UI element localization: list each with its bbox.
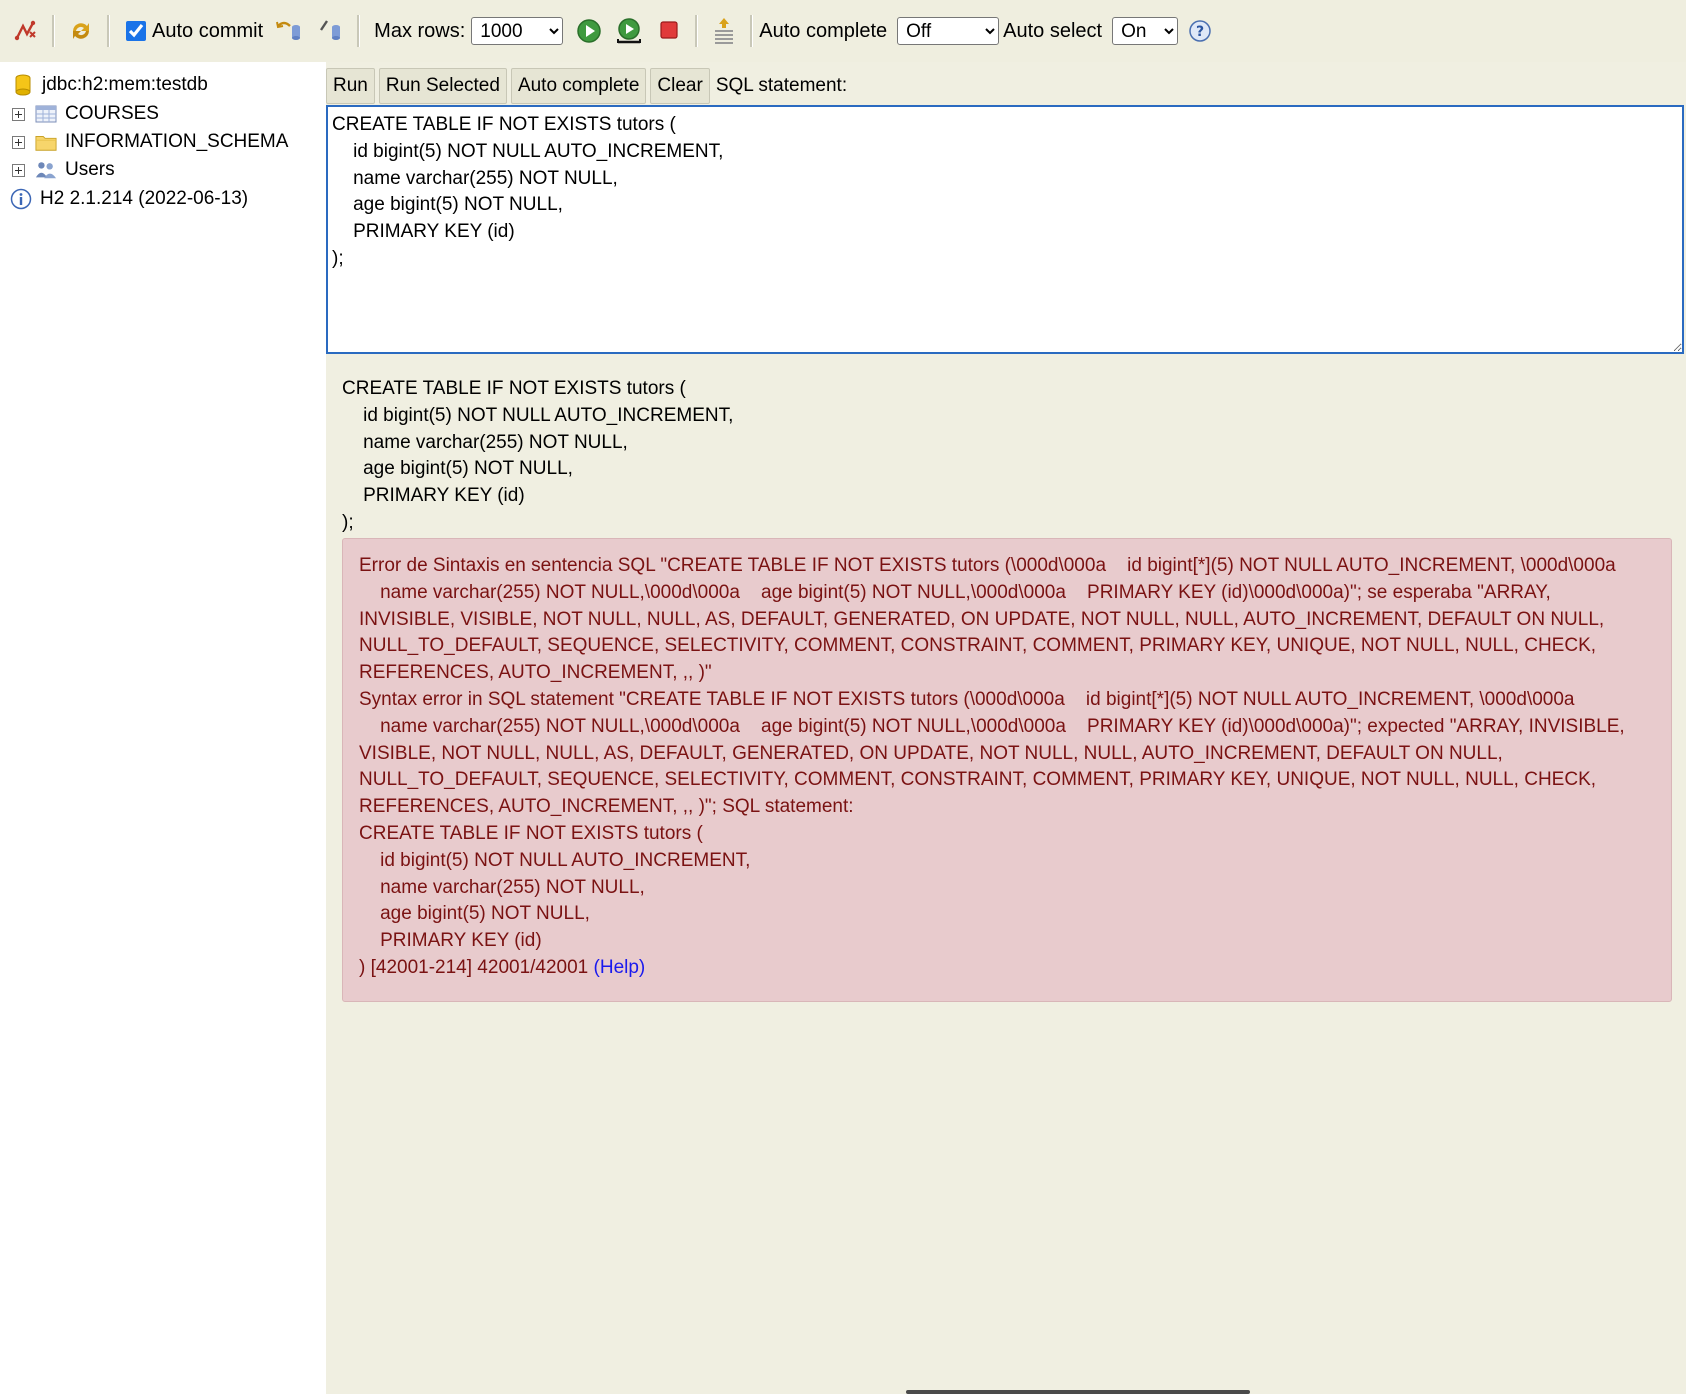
auto-complete-toolbar-label: Auto complete (759, 19, 888, 42)
tree-item-label: INFORMATION_SCHEMA (65, 131, 289, 152)
run-selected-icon[interactable] (615, 17, 643, 45)
error-line: name varchar(255) NOT NULL,\000d\000a age bigint(5) NOT NULL,\000d\000a PRIMARY KEY (id)\000d\000a)"; se esperaba "ARRAY, (359, 581, 1551, 603)
error-line: NULL_TO_DEFAULT, SEQUENCE, SELECTIVITY, COMMENT, CONSTRAINT, COMMENT, PRIMARY KEY, UNIQUE, NOT NULL, NULL, CHECK, (359, 635, 1597, 657)
result-line: CREATE TABLE IF NOT EXISTS tutors ( (342, 378, 686, 399)
connection-url: jdbc:h2:mem:testdb (42, 74, 208, 95)
run-selected-button[interactable]: Run Selected (379, 68, 507, 104)
toolbar-separator (357, 15, 360, 47)
clear-button[interactable]: Clear (650, 68, 709, 104)
sql-editor[interactable] (326, 105, 1684, 354)
sql-statement-label: SQL statement: (715, 75, 848, 96)
auto-select-label: Auto select (1003, 19, 1103, 42)
expand-icon[interactable] (12, 164, 25, 177)
database-icon (12, 74, 34, 96)
tree-item-courses[interactable] (12, 100, 159, 128)
query-toolbar (326, 68, 847, 104)
tree-connection[interactable] (12, 71, 208, 99)
error-message (342, 538, 1672, 1002)
scrollbar-thumb[interactable] (906, 1390, 1250, 1394)
error-line: Error de Sintaxis en sentencia SQL "CREATE TABLE IF NOT EXISTS tutors (\000d\000a id bigint[*](5) NOT NULL AUTO_INCREMENT, \000d\000a (359, 555, 1616, 576)
toolbar-separator (750, 15, 753, 47)
version-label: H2 2.1.214 (2022-06-13) (40, 188, 249, 209)
result-line: ); (342, 511, 354, 533)
auto-select-select[interactable] (1112, 17, 1178, 45)
error-line: age bigint(5) NOT NULL, (359, 903, 590, 925)
auto-complete-button[interactable]: Auto complete (511, 68, 646, 104)
error-code: ) [42001-214] 42001/42001 (359, 956, 594, 978)
result-line: name varchar(255) NOT NULL, (342, 431, 628, 453)
refresh-icon[interactable] (67, 17, 95, 45)
help-link[interactable]: (Help) (593, 956, 646, 978)
tree-item-label: Users (65, 159, 115, 180)
error-line: id bigint(5) NOT NULL AUTO_INCREMENT, (359, 849, 751, 871)
tree-item-label: COURSES (65, 103, 159, 124)
result-line: id bigint(5) NOT NULL AUTO_INCREMENT, (342, 404, 734, 426)
folder-icon (35, 131, 57, 153)
result-statement (342, 376, 733, 537)
auto-complete-select[interactable] (897, 17, 999, 45)
error-line: REFERENCES, AUTO_INCREMENT, ,, )" (359, 662, 712, 684)
schema-tree (0, 62, 326, 1394)
disconnect-icon[interactable] (12, 17, 40, 45)
toolbar-separator (107, 15, 110, 47)
auto-commit-label: Auto commit (152, 19, 264, 42)
commit-icon[interactable] (317, 17, 345, 45)
tree-item-information-schema[interactable] (12, 128, 288, 156)
tree-item-users[interactable] (12, 156, 115, 184)
result-line: age bigint(5) NOT NULL, (342, 458, 573, 480)
error-text (359, 553, 1655, 955)
error-line: name varchar(255) NOT NULL, (359, 876, 645, 898)
users-icon (35, 159, 57, 181)
run-icon[interactable] (575, 17, 603, 45)
error-line: REFERENCES, AUTO_INCREMENT, ,, )"; SQL statement: (359, 796, 854, 818)
error-line: NULL_TO_DEFAULT, SEQUENCE, SELECTIVITY, COMMENT, CONSTRAINT, COMMENT, PRIMARY KEY, UNIQUE, NOT NULL, NULL, CHECK, (359, 769, 1597, 791)
info-icon (10, 188, 32, 210)
main-panel (326, 62, 1686, 1394)
error-line: INVISIBLE, VISIBLE, NOT NULL, NULL, AS, DEFAULT, GENERATED, ON UPDATE, NOT NULL, NULL, AUTO_INCREMENT, DEFAULT ON NULL, (359, 608, 1605, 630)
error-line: Syntax error in SQL statement "CREATE TABLE IF NOT EXISTS tutors (\000d\000a id bigint[*](5) NOT NULL AUTO_INCREMENT, \000d\000a (359, 688, 1575, 710)
help-icon[interactable] (1186, 17, 1214, 45)
expand-icon[interactable] (12, 108, 25, 121)
auto-commit-checkbox[interactable] (126, 21, 146, 41)
max-rows-select[interactable] (471, 17, 563, 45)
error-line: VISIBLE, NOT NULL, NULL, AS, DEFAULT, GENERATED, ON UPDATE, NOT NULL, NULL, AUTO_INCREMENT, DEFAULT ON NULL, (359, 742, 1503, 764)
horizontal-scrollbar[interactable] (326, 1390, 1686, 1394)
svg-text:?: ? (1196, 24, 1205, 40)
rollback-icon[interactable] (275, 17, 303, 45)
error-last-line (359, 955, 1655, 982)
table-icon (35, 103, 57, 125)
max-rows-label: Max rows: (374, 19, 466, 42)
result-line: PRIMARY KEY (id) (342, 485, 525, 507)
tree-version (10, 185, 248, 213)
toolbar (0, 0, 1686, 62)
toolbar-separator (52, 15, 55, 47)
expand-icon[interactable] (12, 136, 25, 149)
error-line: PRIMARY KEY (id) (359, 930, 542, 952)
stop-icon[interactable] (655, 17, 683, 45)
toolbar-separator (695, 15, 698, 47)
error-line: CREATE TABLE IF NOT EXISTS tutors ( (359, 822, 703, 844)
error-line: name varchar(255) NOT NULL,\000d\000a age bigint(5) NOT NULL,\000d\000a PRIMARY KEY (id)\000d\000a)"; expected "ARRAY, INVISIBLE, (359, 715, 1625, 737)
run-button[interactable]: Run (326, 68, 375, 104)
history-icon[interactable] (710, 17, 738, 45)
